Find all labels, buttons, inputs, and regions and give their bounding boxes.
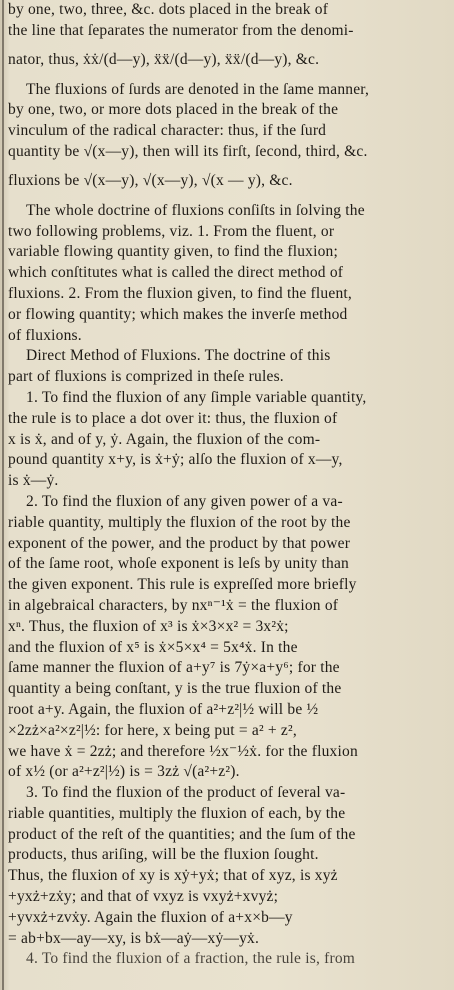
column-rule (2, 0, 4, 990)
text-line: fluxions. 2. From the fluxion given, to find the fluent, (8, 284, 352, 302)
text-line: nator, thus, ẋẋ/(d—y), ẍẍ/(d—y), ẍẍ/(d—y), &c. (8, 50, 320, 68)
text-line: vinculum of the radical character: thus, if the ſurd (8, 122, 327, 140)
text-line: 1. To find the fluxion of any ſimple variable quantity, (26, 388, 367, 406)
text-line: two following problems, viz. 1. From the fluent, or (8, 222, 335, 240)
text-line: product of the reſt of the quantities; and the ſum of the (8, 825, 356, 843)
text-line: +yvxż+zvẋy. Again the fluxion of a+x×b—y (8, 908, 293, 926)
text-line: 3. To find the fluxion of the product of ſeveral va- (26, 784, 346, 802)
text-line: 4. To find the fluxion of a fraction, the rule is, from (26, 950, 356, 968)
text-line: xⁿ. Thus, the fluxion of x³ is ẋ×3×x² = 3x²ẋ; (8, 617, 289, 635)
text-line: ×2zż×a²×z²|½: for here, x being put = a² + z², (8, 721, 297, 739)
text-line: by one, two, three, &c. dots placed in the break of (8, 1, 329, 18)
text-line: The whole doctrine of fluxions conſiſts in ſolving the (26, 201, 365, 219)
text-line: the rule is to place a dot over it: thus, the fluxion of (8, 409, 338, 427)
text-line: 2. To find the fluxion of any given power of a va- (26, 492, 343, 510)
text-line: exponent of the power, and the product by that power (8, 534, 351, 552)
text-line: variable flowing quantity given, to find the fluxion; (8, 243, 339, 261)
text-line: by one, two, or more dots placed in the break of the (8, 101, 339, 119)
text-line: The fluxions of ſurds are denoted in the ſame manner, (26, 80, 370, 98)
text-line: the line that ſeparates the numerator from the denomi- (8, 21, 354, 39)
text-line: products, thus ariſing, will be the fluxion ſought. (8, 846, 319, 864)
text-line: x is ẋ, and of y, ẏ. Again, the fluxion of the com- (8, 430, 321, 448)
text-line: +yxż+zẋy; and that of vxyz is vxyż+xvyż; (8, 888, 279, 906)
text-line: of fluxions. (8, 326, 82, 344)
text-line: Thus, the fluxion of xy is xẏ+yẋ; that of xyz, is xyż (8, 867, 338, 885)
text-line: the given exponent. This rule is expreſſed more briefly (8, 576, 357, 594)
text-line: we have ẋ = 2zż; and therefore ½x⁻½ẋ. for the fluxion (8, 742, 358, 760)
text-line: is ẋ—ẏ. (8, 472, 59, 490)
text-line: which conſtitutes what is called the direct method of (8, 264, 344, 282)
text-line: fluxions be √(x—y), √(x—y), √(x — y), &c. (8, 171, 293, 189)
text-line: of x½ (or a²+z²|½) is = 3zż √(a²+z²). (8, 763, 240, 781)
text-line: quantity be √(x—y), then will its firſt, ſecond, third, &c. (8, 142, 368, 160)
text-column (8, 0, 440, 970)
text-line: in algebraical characters, by nxⁿ⁻¹ẋ = the fluxion of (8, 596, 339, 614)
text-line: part of fluxions is comprized in theſe rules. (8, 368, 284, 386)
text-line: ſame manner the fluxion of a+y⁷ is 7ẏ×a+y⁶; for the (8, 659, 340, 677)
text-line: riable quantities, multiply the fluxion of each, by the (8, 804, 346, 822)
text-line: = ab+bx—ay—xy, is bẋ—aẏ—xẏ—yẋ. (8, 929, 260, 947)
text-line: root a+y. Again, the fluxion of a²+z²|½ will be ½ (8, 700, 319, 718)
text-line: and the fluxion of x⁵ is ẋ×5×x⁴ = 5x⁴ẋ. In the (8, 638, 298, 656)
text-line: riable quantity, multiply the fluxion of the root by the (8, 513, 351, 531)
section-heading-line: Direct Method of Fluxions. The doctrine of this (26, 347, 331, 365)
text-line: quantity a being conſtant, y is the true fluxion of the (8, 680, 342, 698)
text-line: of the ſame root, whoſe exponent is leſs by unity than (8, 555, 349, 573)
text-line: pound quantity x+y, is ẋ+ẏ; alſo the fluxion of x—y, (8, 451, 343, 469)
text-line: or flowing quantity; which makes the inverſe method (8, 305, 348, 323)
